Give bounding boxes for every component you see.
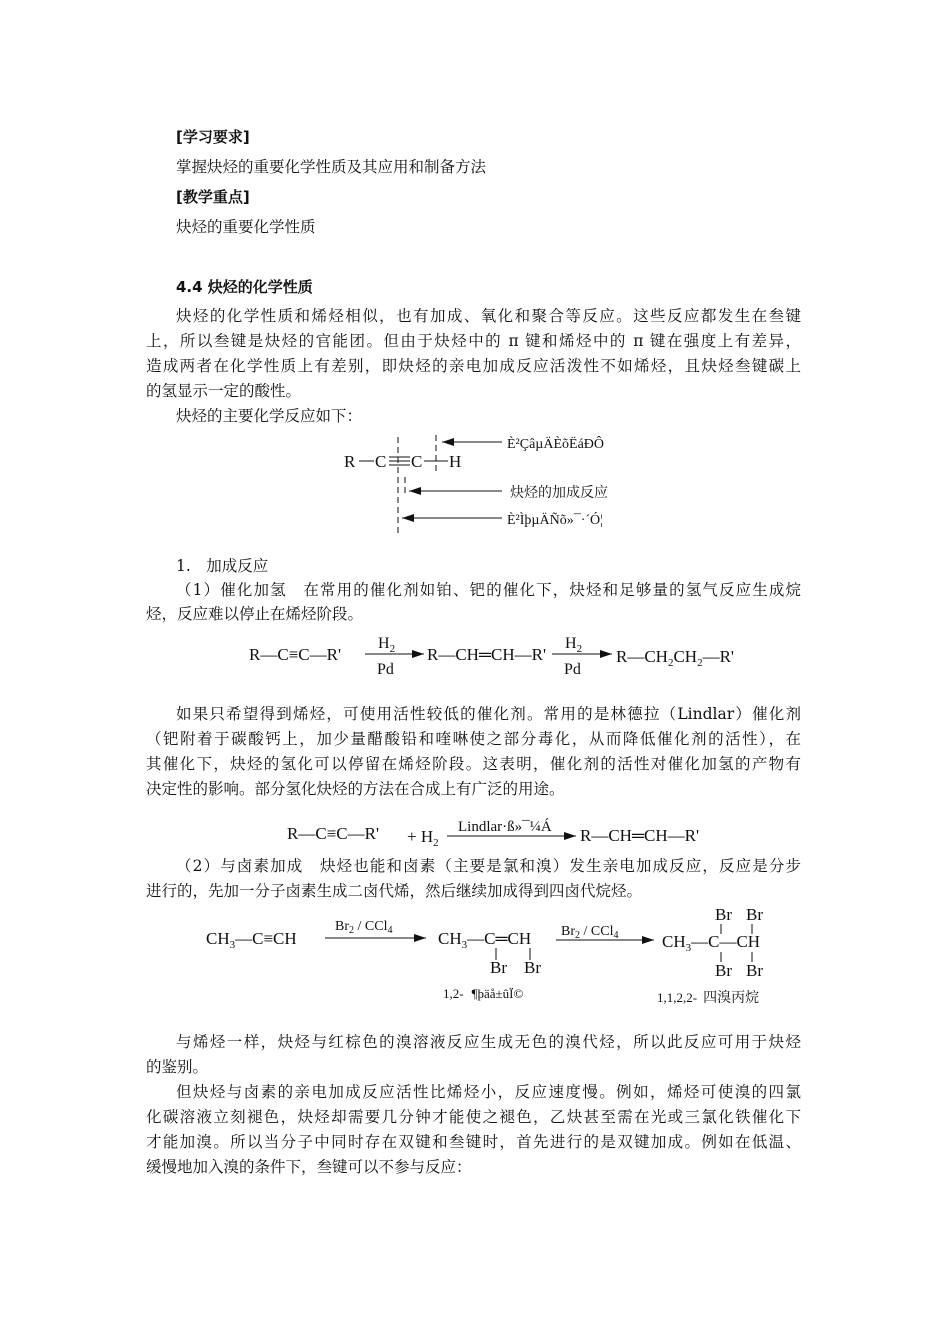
eq1-intermediate: R—CH═CH—R' bbox=[427, 645, 547, 664]
focus-text: 炔烃的重要化学性质 bbox=[176, 218, 316, 236]
eq3-reagent2: $Br_2 / CCl_4$ bbox=[561, 924, 619, 941]
eq3-mid-name: 1,2- ¶þäå±ûÏ© bbox=[443, 986, 524, 1001]
addition-heading: 1. 加成反应 bbox=[176, 557, 269, 575]
eq3-arrowhead1 bbox=[414, 934, 426, 942]
identify-line-1: 与烯烃一样，炔烃与红棕色的溴溶液反应生成无色的溴代烃，所以此反应可用于炔烃 bbox=[176, 1033, 801, 1051]
eq3-prod-br-top-right: Br bbox=[746, 905, 763, 924]
eq2-reagent: Lindlar·ß»¯¼Á bbox=[458, 819, 552, 835]
intro-line-4: 的氢显示一定的酸性。 bbox=[146, 382, 302, 400]
hydrogenation-equation bbox=[240, 632, 760, 682]
halogen-line-1: （2）与卤素加成 炔烃也能和卤素（主要是氯和溴）发生亲电加成反应，反应是分步 bbox=[176, 857, 801, 875]
lindlar-line-4: 决定性的影响。部分氢化炔烃的方法在合成上有广泛的用途。 bbox=[146, 780, 565, 798]
eq2-arrowhead bbox=[564, 832, 576, 840]
reaction-sites-diagram bbox=[330, 425, 640, 540]
lindlar-line-3: 其催化下，炔烃的氢化可以停留在烯烃阶段。这表明，催化剂的活性对催化加氢的产物有 bbox=[146, 755, 801, 773]
section-title: 4.4 炔烃的化学性质 bbox=[176, 278, 313, 296]
label-addition: 炔烃的加成反应 bbox=[510, 486, 608, 501]
eq3-mid-br1: Br bbox=[490, 958, 507, 977]
eq1-reagent1-pd: Pd bbox=[377, 661, 394, 678]
activity-line-3: 才能加溴。所以当分子中同时存在双键和叁键时，首先进行的是双键加成。例如在低温、 bbox=[146, 1133, 801, 1151]
eq1-reagent2-pd: Pd bbox=[564, 661, 581, 678]
lindlar-equation bbox=[280, 814, 720, 850]
catalytic-line-1: （1）催化加氢 在常用的催化剂如铂、钯的催化下，炔烃和足够量的氢气反应生成烷 bbox=[176, 581, 801, 599]
lindlar-line-2: （钯附着于碳酸钙上，加少量醋酸铅和喹啉使之部分毒化，从而降低催化剂的活性），在 bbox=[146, 730, 801, 748]
eq3-intermediate: $CH_3—C═CH$ bbox=[438, 929, 532, 951]
eq3-prod-br-bottom-right: Br bbox=[746, 961, 763, 980]
activity-line-2: 化碳溶液立刻褪色，炔烃却需要几分钟才能使之褪色，乙炔甚至需在光或三氯化铁催化下 bbox=[146, 1108, 801, 1126]
intro-line-2: 上，所以叁键是炔烃的官能团。但由于炔烃中的 π 键和烯烃中的 π 键在强度上有差异， bbox=[146, 332, 801, 350]
arrowhead-acidity bbox=[442, 438, 454, 446]
eq2-reactant: R—C≡C—R' bbox=[287, 824, 380, 843]
formula-h: H bbox=[449, 452, 462, 471]
identify-line-2: 的鉴别。 bbox=[146, 1058, 209, 1076]
eq1-arrowhead2 bbox=[600, 650, 612, 658]
focus-heading: [教学重点] bbox=[176, 188, 250, 206]
eq3-arrowhead2 bbox=[642, 936, 654, 944]
formula-c2: C bbox=[411, 452, 423, 471]
eq2-product: R—CH═CH—R' bbox=[580, 826, 700, 845]
halogen-addition-equation bbox=[200, 902, 800, 1010]
requirements-text: 掌握炔烃的重要化学性质及其应用和制备方法 bbox=[176, 158, 487, 176]
eq1-reagent2-h: $H_2$ bbox=[565, 635, 583, 655]
eq3-reagent1: $Br_2 / CCl_4$ bbox=[335, 919, 393, 936]
eq1-reactant: R—C≡C—R' bbox=[249, 645, 342, 664]
halogen-line-2: 进行的，先加一分子卤素生成二卤代烯，然后继续加成得到四卤代烷烃。 bbox=[146, 882, 643, 900]
eq3-prod-br-bottom-left: Br bbox=[715, 961, 732, 980]
eq3-mid-br2: Br bbox=[524, 958, 541, 977]
eq1-reagent1-h: $H_2$ bbox=[378, 635, 396, 655]
eq3-prod-br-top-left: Br bbox=[715, 905, 732, 924]
arrowhead-addition bbox=[409, 487, 421, 495]
formula-c1: C bbox=[375, 452, 387, 471]
requirements-heading: [学习要求] bbox=[176, 128, 250, 146]
eq3-product: $CH_3—C—CH$ bbox=[662, 932, 761, 954]
arrowhead-oxidation bbox=[402, 514, 414, 522]
eq1-product: $R—CH_2CH_2—R'$ bbox=[616, 647, 734, 669]
eq1-arrowhead1 bbox=[412, 650, 424, 658]
main-reactions-text: 炔烃的主要化学反应如下： bbox=[176, 407, 363, 425]
activity-line-4: 缓慢地加入溴的条件下，叁键可以不参与反应： bbox=[146, 1158, 472, 1176]
intro-line-1: 炔烃的化学性质和烯烃相似，也有加成、氧化和聚合等反应。这些反应都发生在叁键 bbox=[176, 307, 801, 325]
eq3-prod-name: 1,1,2,2- 四溴丙烷 bbox=[657, 990, 760, 1006]
catalytic-line-2: 烃，反应难以停止在烯烃阶段。 bbox=[146, 605, 364, 623]
activity-line-1: 但炔烃与卤素的亲电加成反应活性比烯烃小，反应速度慢。例如，烯烃可使溴的四氯 bbox=[176, 1083, 801, 1101]
eq2-plus-h2: + $H_2$ bbox=[407, 827, 439, 849]
label-acidity: È²ÇâµÄÈõËáÐÔ bbox=[507, 437, 605, 452]
formula-r: R bbox=[344, 452, 356, 471]
label-oxidation: È²ÌþµÄÑõ»¯·´Ó¦ bbox=[507, 513, 603, 528]
eq3-reactant: $CH_3—C\equiv CH$ bbox=[206, 929, 297, 951]
intro-line-3: 造成两者在化学性质上有差别，即炔烃的亲电加成反应活泼性不如烯烃，且炔烃叁键碳上 bbox=[146, 357, 801, 375]
lindlar-line-1: 如果只希望得到烯烃，可使用活性较低的催化剂。常用的是林德拉（Lindlar）催化剂 bbox=[176, 705, 801, 723]
